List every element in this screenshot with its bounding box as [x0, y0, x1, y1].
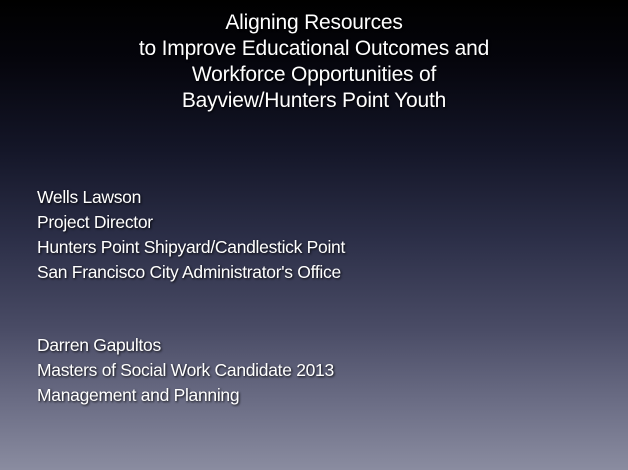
presenter-2-concentration: Management and Planning — [37, 385, 240, 405]
presenter-1-project: Hunters Point Shipyard/Candlestick Point — [37, 237, 346, 257]
presenter-1-name: Wells Lawson — [37, 187, 142, 207]
presenter-2-degree: Masters of Social Work Candidate 2013 — [37, 360, 334, 380]
presenter-1-office: San Francisco City Administrator's Office — [37, 262, 341, 282]
title-line-1: Aligning Resources — [225, 11, 403, 34]
title-line-3: Workforce Opportunities of — [191, 63, 437, 86]
presenter-block-2 — [37, 333, 334, 408]
slide-title — [0, 10, 628, 114]
title-line-2: to Improve Educational Outcomes and — [138, 37, 490, 60]
presenter-1-role: Project Director — [37, 212, 153, 232]
title-line-4: Bayview/Hunters Point Youth — [181, 89, 447, 112]
presenter-2-name: Darren Gapultos — [37, 335, 161, 355]
presenter-block-1 — [37, 185, 345, 285]
